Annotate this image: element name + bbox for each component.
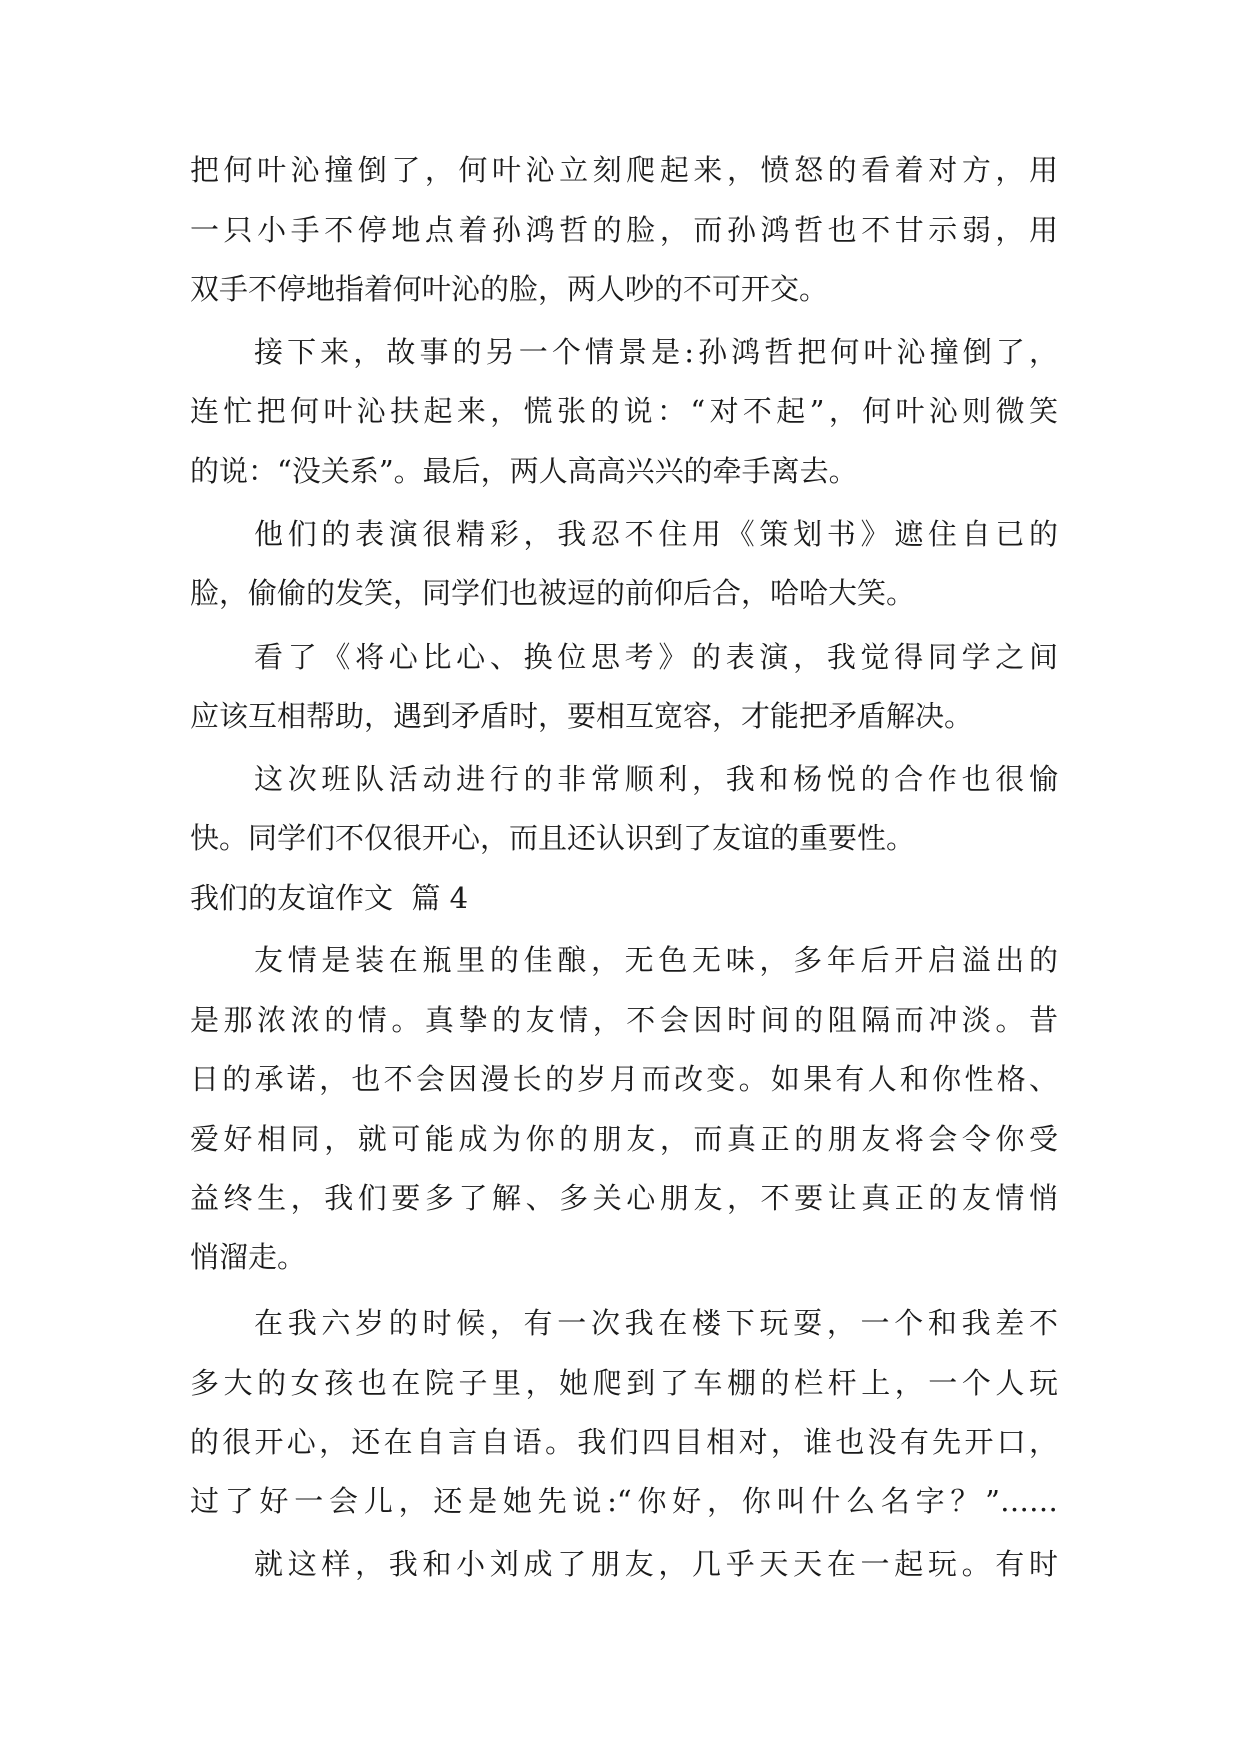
text-line: 看了《将心比心、换位思考》的表演，我觉得同学之间 <box>254 640 1058 674</box>
text-line: 就这样，我和小刘成了朋友，几乎天天在一起玩。有时 <box>254 1547 1058 1581</box>
text-line: 的说：“没关系”。最后，两人高高兴兴的牵手离去。 <box>190 454 858 488</box>
text-line: 一只小手不停地点着孙鸿哲的脸，而孙鸿哲也不甘示弱，用 <box>190 213 1058 247</box>
text-line: 的很开心，还在自言自语。我们四目相对，谁也没有先开口， <box>190 1425 1058 1459</box>
text-line: 他们的表演很精彩，我忍不住用《策划书》遮住自已的 <box>254 517 1058 551</box>
text-line: 过了好一会儿，还是她先说:“你好，你叫什么名字？”…… <box>190 1484 1058 1518</box>
text-line: 悄溜走。 <box>190 1240 307 1274</box>
text-line: 脸，偷偷的发笑，同学们也被逗的前仰后合，哈哈大笑。 <box>190 576 916 610</box>
text-line: 爱好相同，就可能成为你的朋友，而真正的朋友将会令你受 <box>190 1122 1058 1156</box>
text-line: 快。同学们不仅很开心，而且还认识到了友谊的重要性。 <box>190 821 916 855</box>
text-line: 在我六岁的时候，有一次我在楼下玩耍，一个和我差不 <box>254 1306 1058 1340</box>
text-line: 这次班队活动进行的非常顺利，我和杨悦的合作也很愉 <box>254 762 1058 796</box>
text-line: 友情是装在瓶里的佳酿，无色无味，多年后开启溢出的 <box>254 943 1058 977</box>
text-line: 是那浓浓的情。真挚的友情，不会因时间的阻隔而冲淡。昔 <box>190 1003 1058 1037</box>
text-line: 日的承诺，也不会因漫长的岁月而改变。如果有人和你性格、 <box>190 1062 1058 1096</box>
text-line: 应该互相帮助，遇到矛盾时，要相互宽容，才能把矛盾解决。 <box>190 699 974 733</box>
text-line: 益终生，我们要多了解、多关心朋友，不要让真正的友情悄 <box>190 1181 1058 1215</box>
text-line: 双手不停地指着何叶沁的脸，两人吵的不可开交。 <box>190 272 829 306</box>
text-line: 接下来，故事的另一个情景是:孙鸿哲把何叶沁撞倒了， <box>254 335 1058 369</box>
text-line: 连忙把何叶沁扶起来，慌张的说：“对不起”，何叶沁则微笑 <box>190 394 1058 428</box>
section-heading: 我们的友谊作文 篇 4 <box>190 881 469 915</box>
text-line: 把何叶沁撞倒了，何叶沁立刻爬起来，愤怒的看着对方，用 <box>190 153 1058 187</box>
text-line: 多大的女孩也在院子里，她爬到了车棚的栏杆上，一个人玩 <box>190 1366 1058 1400</box>
